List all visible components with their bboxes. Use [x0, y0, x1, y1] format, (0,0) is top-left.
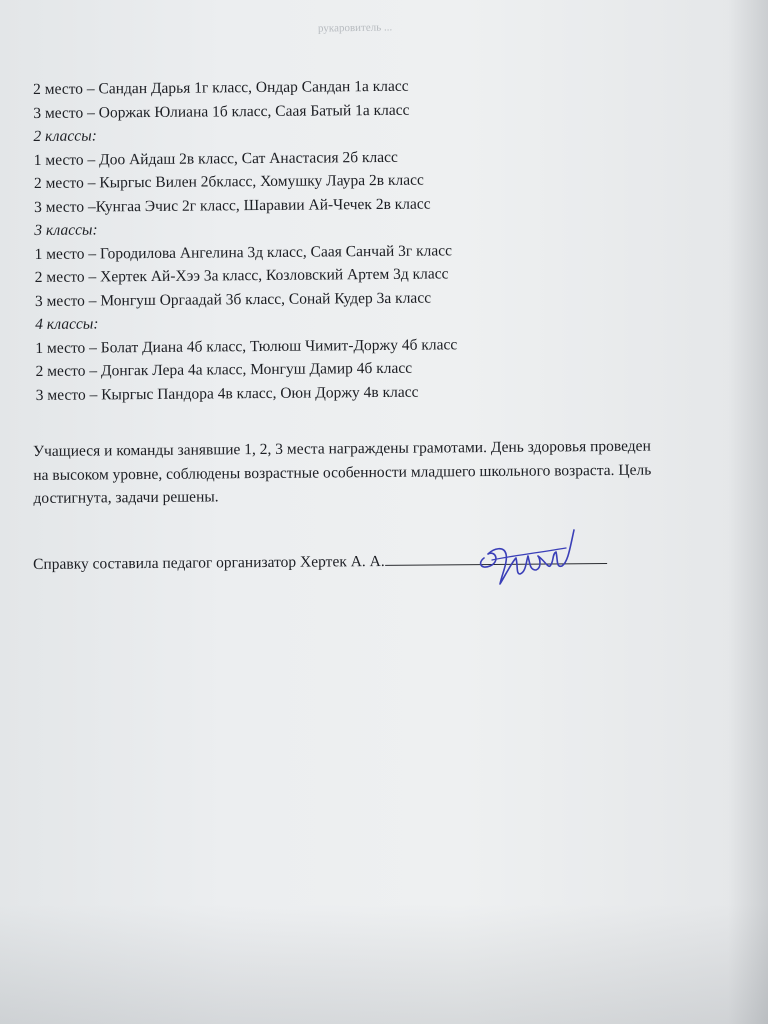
result-entry: 2 место – Донгак Лера 4а класс, Монгуш Дамир 4б класс	[35, 359, 413, 380]
class-group-heading: 2 классы:	[33, 127, 97, 145]
result-entry: 1 место – Болат Диана 4б класс, Тюлюш Чимит-Доржу 4б класс	[35, 335, 458, 357]
signature-caption: Справку составила педагог организатор Хертек А. А.	[33, 552, 385, 573]
class-group-heading: 3 классы:	[34, 221, 98, 239]
paper-shadow-right	[728, 0, 768, 1024]
conclusion-paragraph	[33, 434, 734, 511]
handwritten-signature	[470, 518, 590, 598]
conclusion-line: достигнута, задачи решены.	[33, 488, 219, 507]
conclusion-line: Учащиеся и команды занявшие 1, 2, 3 места награждены грамотами. День здоровья проведен	[33, 437, 651, 460]
result-entry: 3 место – Монгуш Оргаадай 3б класс, Сонай Кудер 3а класс	[34, 289, 432, 310]
result-entry: 1 место – Доо Айдаш 2в класс, Сат Анастасия 2б класс	[33, 148, 398, 169]
result-entry: 2 место – Хертек Ай-Хээ 3а класс, Козловский Артем 3д класс	[34, 265, 449, 286]
paper-shadow-bottom	[0, 904, 768, 1024]
class-group-heading: 4 классы:	[35, 315, 99, 333]
results-list	[33, 72, 736, 407]
bleed-through-text: рукаровитель ...	[317, 21, 393, 35]
result-entry: 2 место – Кыргыс Вилен 2бкласс, Хомушку Лаура 2в класс	[33, 171, 424, 192]
result-entry: 2 место – Сандан Дарья 1г класс, Ондар Сандан 1а класс	[33, 77, 409, 98]
result-entry: 1 место – Городилова Ангелина 3д класс, Саая Санчай 3г класс	[34, 241, 453, 263]
result-entry: 3 место – Кыргыс Пандора 4в класс, Оюн Доржу 4в класс	[35, 383, 419, 404]
conclusion-line: на высоком уровне, соблюдены возрастные особенности младшего школьного возраста. Цель	[33, 461, 652, 484]
result-entry: 3 место –Кунгаа Эчис 2г класс, Шаравии Ай-Чечек 2в класс	[34, 195, 431, 216]
result-entry: 3 место – Ооржак Юлиана 1б класс, Саая Батый 1а класс	[33, 101, 410, 122]
